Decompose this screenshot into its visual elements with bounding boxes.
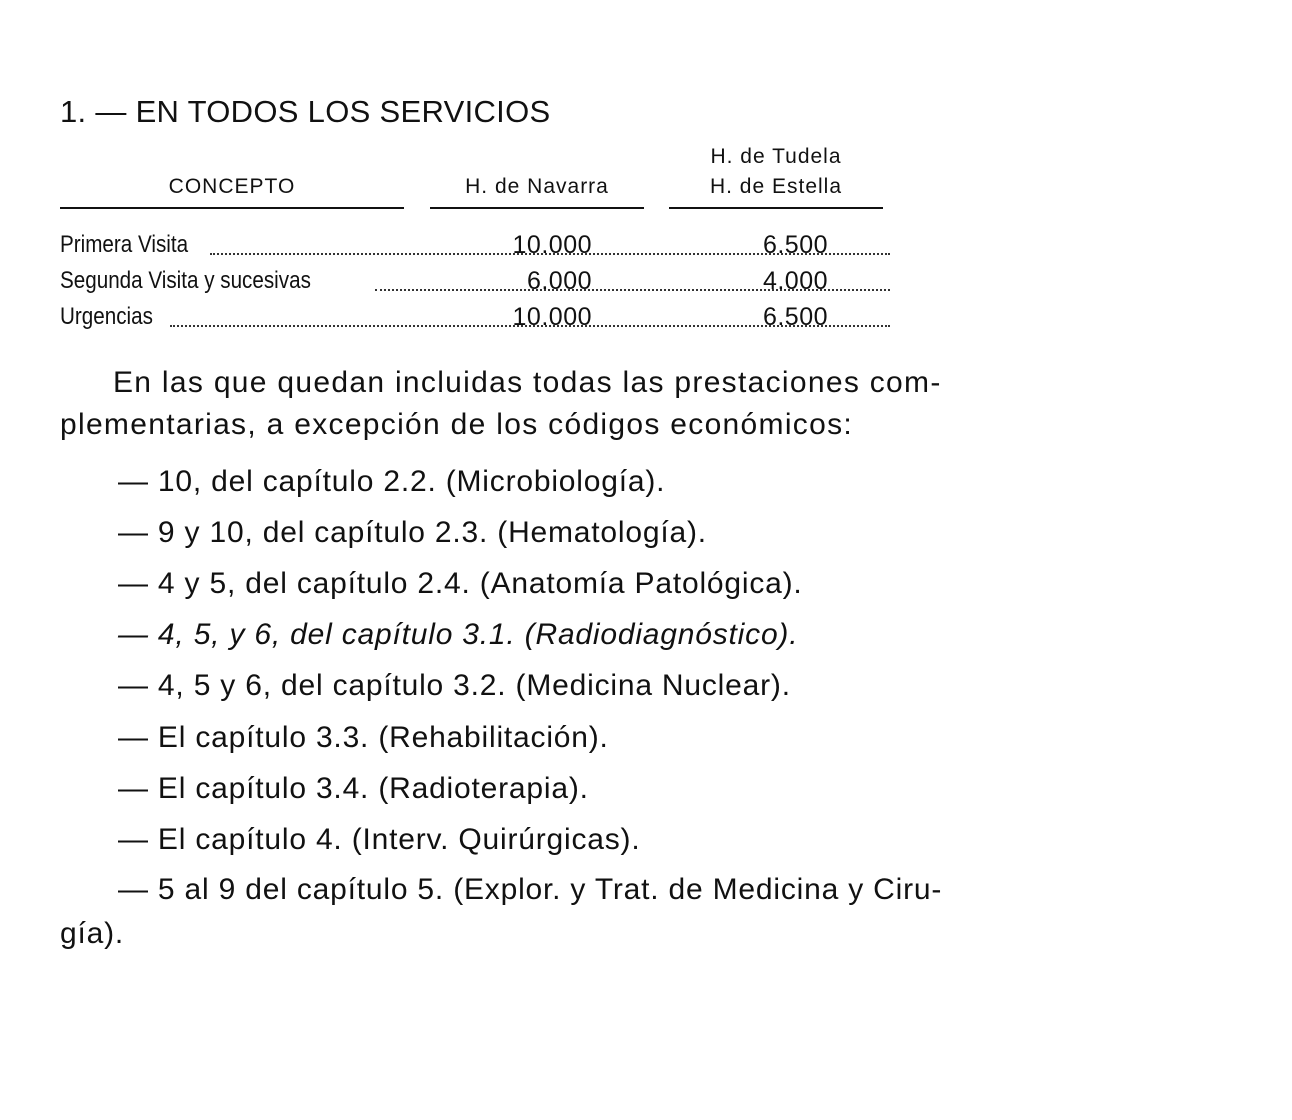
exception-item: — 5 al 9 del capítulo 5. (Explor. y Trat. de Medicina y Ciru- — [118, 873, 943, 906]
fee-value-tudela-estella: 4.000 — [762, 267, 828, 295]
exception-item: — El capítulo 3.4. (Radioterapia). — [118, 772, 589, 805]
column-header-h-navarra: H. de Navarra — [465, 175, 609, 198]
exception-item: — 10, del capítulo 2.2. (Microbiología). — [118, 465, 666, 498]
fee-concepto-label: Urgencias — [60, 303, 153, 330]
header-rule-tudela-estella — [669, 207, 883, 209]
column-header-concepto: CONCEPTO — [168, 175, 296, 198]
fee-concepto-cell — [60, 227, 404, 263]
fee-concepto-cell — [60, 299, 404, 335]
header-rule-concepto — [60, 207, 404, 209]
intro-paragraph-line-2: plementarias, a excepción de los códigos económicos: — [60, 408, 854, 441]
fee-value-navarra: 10.000 — [512, 303, 592, 331]
column-header-h-tudela: H. de Tudela — [710, 145, 842, 168]
fee-concepto-cell — [60, 263, 404, 299]
exception-item: — El capítulo 3.3. (Rehabilitación). — [118, 721, 609, 754]
intro-paragraph-line-1: En las que quedan incluidas todas las prestaciones com- — [113, 366, 942, 399]
header-rule-navarra — [430, 207, 644, 209]
exception-item: — 4, 5 y 6, del capítulo 3.2. (Medicina Nuclear). — [118, 669, 791, 702]
column-header-h-estella: H. de Estella — [709, 175, 843, 198]
exception-item: — 9 y 10, del capítulo 2.3. (Hematología). — [118, 516, 707, 549]
fee-value-navarra: 10.000 — [512, 231, 592, 259]
fee-value-tudela-estella: 6.500 — [762, 231, 828, 259]
fee-concepto-label: Segunda Visita y sucesivas — [60, 267, 311, 294]
exception-item: — 4 y 5, del capítulo 2.4. (Anatomía Patológica). — [118, 567, 803, 600]
exception-item-continuation: gía). — [60, 917, 125, 950]
fee-table-row — [60, 263, 890, 299]
fee-table-row — [60, 227, 890, 263]
section-heading: 1. — EN TODOS LOS SERVICIOS — [60, 94, 551, 129]
exception-item: — 4, 5, y 6, del capítulo 3.1. (Radiodiagnóstico). — [118, 618, 799, 651]
fee-table-row — [60, 299, 890, 335]
fee-concepto-label: Primera Visita — [60, 231, 189, 258]
fee-value-navarra: 6.000 — [526, 267, 592, 295]
column-header-h-tudela-estella — [669, 142, 883, 202]
exception-item: — El capítulo 4. (Interv. Quirúrgicas). — [118, 823, 641, 856]
fee-value-tudela-estella: 6.500 — [762, 303, 828, 331]
